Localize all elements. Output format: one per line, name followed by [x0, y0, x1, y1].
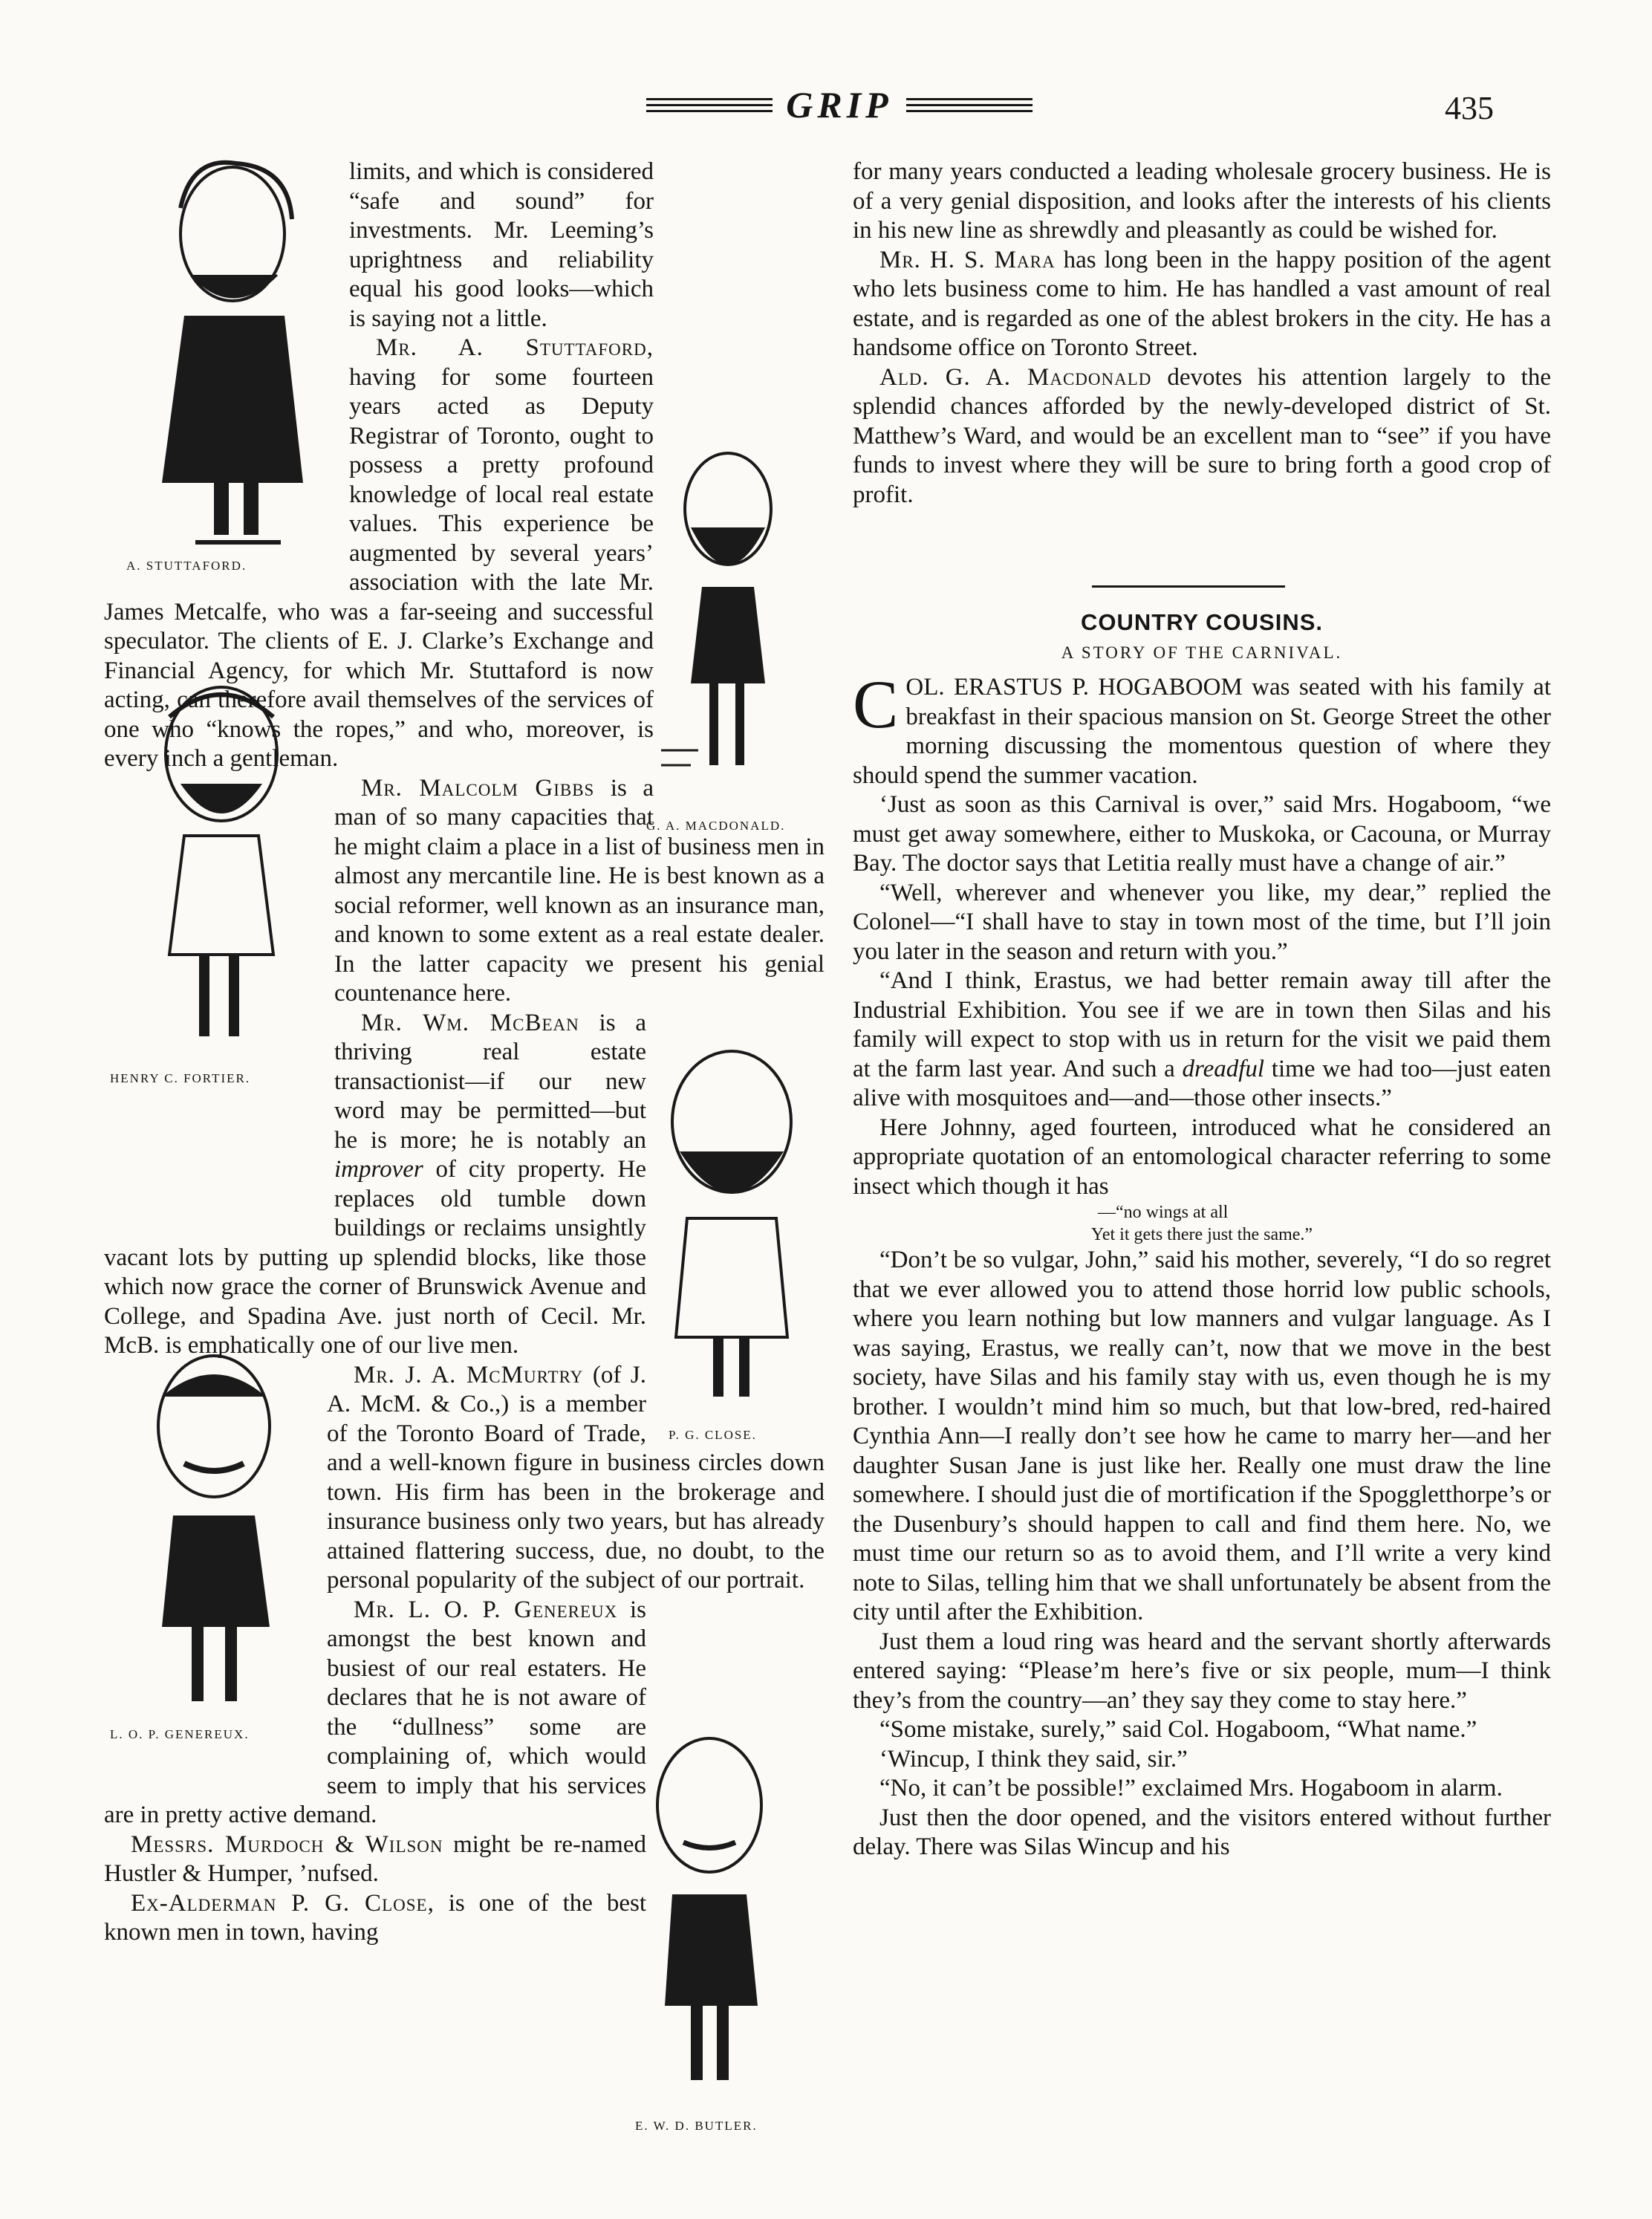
story-paragraph: “Well, wherever and whenever you like, my dear,” replied the Colonel—“I shall have to stay in town most of the time, but I’ll join you later in the season and return with you.”: [853, 879, 1551, 965]
story-paragraph: “Some mistake, surely,” said Col. Hogaboom, “What name.”: [879, 1716, 1477, 1743]
article-paragraph: [853, 246, 1551, 363]
article-paragraph: [853, 363, 1551, 510]
page-number: 435: [1445, 90, 1494, 126]
person-name: Mr. Wm. McBean: [361, 1009, 579, 1036]
story-paragraph: “Don’t be so vulgar, John,” said his mother, severely, “I do so regret that we ever allowed you to attend those horrid low public schools, where you learn nothing but low manners and vulgar language. As I was saying, Erastus, we really can’t, now that we move in the best society, have Silas and his family stay with us, even though he is my brother. I wouldn’t mind him so much, but that low-bred, red-haired Cynthia Ann—I really don’t see how he came to marry her—and her daughter Susan Jane is just like her. Really one must draw the line somewhere. I should just die of mortification if the Spoggletthorpe’s or the Dusenbury’s should happen to call and find them here. No, we must time our return so as to avoid them, and I’ll write a very kind note to Silas, telling him that we shall unfortunately be absent from the city until after the Exhibition.: [853, 1247, 1551, 1625]
masthead-title: GRIP: [786, 84, 893, 126]
person-name: Messrs. Murdoch & Wilson: [131, 1830, 443, 1858]
story-title: COUNTRY COUSINS.: [1080, 609, 1324, 635]
article-paragraph: for many years conducted a leading wholesale grocery business. He is of a very genial disposition, and looks after the interests of his clients in his new line as shrewdly and pleasantly as could be wished for.: [853, 158, 1551, 244]
caption-fortier: HENRY C. FORTIER.: [110, 1071, 251, 1085]
person-name: Mr. Malcolm Gibbs: [361, 774, 595, 802]
masthead-rule-left: [646, 94, 773, 116]
italic-text: improver: [334, 1156, 423, 1183]
paragraph-text: devotes his attention largely to the splendid chances afforded by the newly-developed district of St. Matthew’s Ward, and would be an excellent man to “see” if you have funds to invest where they will be sure to bring forth a good crop of profit.: [853, 363, 1551, 508]
article-paragraph: limits, and which is considered “safe and sound” for investments. Mr. Leeming’s uprightness and reliability equal his good looks—which is saying not a little.: [349, 158, 654, 332]
paragraph-text: time we had too—just eaten alive with mosquitoes and—and—those other insects.”: [853, 1055, 1551, 1111]
paragraph-text: is amongst the best known and busiest of our real estaters. He declares that he is not aware of the “dullness” some are complaining of, which would seem to imply that his services are in pretty active demand.: [104, 1596, 646, 1828]
story-paragraph: Just then the door opened, and the visitors entered without further delay. There was Silas Wincup and his: [853, 1804, 1551, 1860]
paragraph-text: (of J. A. McM. & Co.,) is a member of the Toronto Board of Trade, and a well-known figure in business circles down town. His firm has been in the brokerage and insurance business only two years, but has already attained flattering success, due, no doubt, to the personal popularity of the subject of our portrait.: [327, 1361, 825, 1593]
verse-line: Yet it gets there just the same.”: [1090, 1225, 1313, 1244]
story-paragraph: ‘Wincup, I think they said, sir.”: [879, 1745, 1188, 1773]
story-body: [853, 666, 1551, 1862]
caption-macdonald: G. A. MACDONALD.: [646, 819, 786, 833]
story-paragraph: ‘Just as soon as this Carnival is over,” said Mrs. Hogaboom, “we must get away somewhere, either to Muskoka, or Cacouna, or Murray Bay. The doctor says that Letitia really must have a change of air.”: [853, 791, 1551, 877]
caption-close: P. G. CLOSE.: [669, 1428, 757, 1442]
caption-stuttaford: A. STUTTAFORD.: [126, 559, 247, 573]
paragraph-text: was seated with his family at breakfast in their spacious mansion on St. George Street the other morning discussing the momentous question of where they should spend the summer vacation.: [853, 674, 1551, 789]
story-subtitle: A STORY OF THE CARNIVAL.: [1061, 643, 1343, 662]
person-name: Mr. H. S. Mara: [879, 246, 1056, 273]
drop-cap: C: [853, 666, 899, 742]
person-name: OL. ERASTUS P. HOGABOOM: [905, 674, 1243, 701]
paragraph-text: is one of the best known men in town, having: [104, 1889, 646, 1946]
column-right: [853, 157, 1551, 510]
paragraph-text: has long been in the happy position of the agent who lets business come to him. He has handled a vast amount of real estate, and is regarded as one of the ablest brokers in the city. He has a handsome office on Toronto Street.: [853, 246, 1551, 361]
caption-genereux: L. O. P. GENEREUX.: [110, 1727, 250, 1741]
verse-line: —“no wings at all: [1098, 1203, 1229, 1222]
person-name: Mr. A. Stuttaford,: [376, 334, 654, 361]
person-name: Mr. J. A. McMurtry: [354, 1361, 584, 1388]
story-paragraph: Here Johnny, aged fourteen, introduced what he considered an appropriate quotation of an entomological character referring to some insect which though it has: [853, 1114, 1551, 1200]
paragraph-text: “And I think, Erastus, we had better remain away till after the Industrial Exhibition. You see if we are in town then Silas and his family will expect to stop with us in return for the visit we paid them at the farm last year. And such a: [853, 967, 1551, 1082]
paragraph-text: of city property. He replaces old tumble down buildings or reclaims unsightly vacant lots by putting up splendid blocks, like those which now grace the corner of Brunswick Avenue and College, and Spadina Ave. just north of Cecil. Mr. McB. is emphatically one of our live men.: [104, 1156, 646, 1359]
paragraph-text: is a man of so many capacities that he might claim a place in a list of business men in almost any mercantile line. He is best known as a social reformer, well known as an insurance man, and known to some extent as a real estate dealer. In the latter capacity we present his genial countenance here.: [334, 774, 825, 1007]
story-paragraph: [853, 666, 1551, 790]
story-paragraph: Just them a loud ring was heard and the servant shortly afterwards entered saying: “Please’m here’s five or six people, mum—I think they’s from the country—an’ they say they come to stay here.”: [853, 1628, 1551, 1714]
story-paragraph: [853, 966, 1551, 1114]
person-name: Ex-Alderman P. G. Close,: [131, 1889, 435, 1917]
column-left: [104, 157, 825, 2012]
page-header: [0, 83, 1652, 128]
italic-text: dreadful: [1182, 1055, 1265, 1082]
paragraph-text: might be re-named Hustler & Humper, ’nufsed.: [104, 1830, 646, 1887]
person-name: Mr. L. O. P. Genereux: [354, 1596, 618, 1623]
section-divider: [1092, 585, 1285, 588]
paragraph-text: is a thriving real estate transactionist—if our new word may be permitted—but he is more; he is notably an: [334, 1009, 646, 1154]
paragraph-text: having for some fourteen years acted as Deputy Registrar of Toronto, ought to possess a pretty profound knowledge of local real estate values. This experience be augmented by several years’ association with the late Mr. James Metcalfe, who was a far-seeing and successful speculator. The clients of E. J. Clarke’s Exchange and Financial Agency, for which Mr. Stuttaford is now acting, can therefore avail themselves of the services of one who “knows the ropes,” and who, moreover, is every inch a gentleman.: [104, 363, 654, 772]
masthead-rule-right: [906, 94, 1032, 116]
story-paragraph: “No, it can’t be possible!” exclaimed Mrs. Hogaboom in alarm.: [879, 1775, 1503, 1801]
person-name: Ald. G. A. Macdonald: [879, 363, 1152, 391]
caption-butler: E. W. D. BUTLER.: [635, 2119, 758, 2133]
masthead: [594, 83, 1084, 126]
